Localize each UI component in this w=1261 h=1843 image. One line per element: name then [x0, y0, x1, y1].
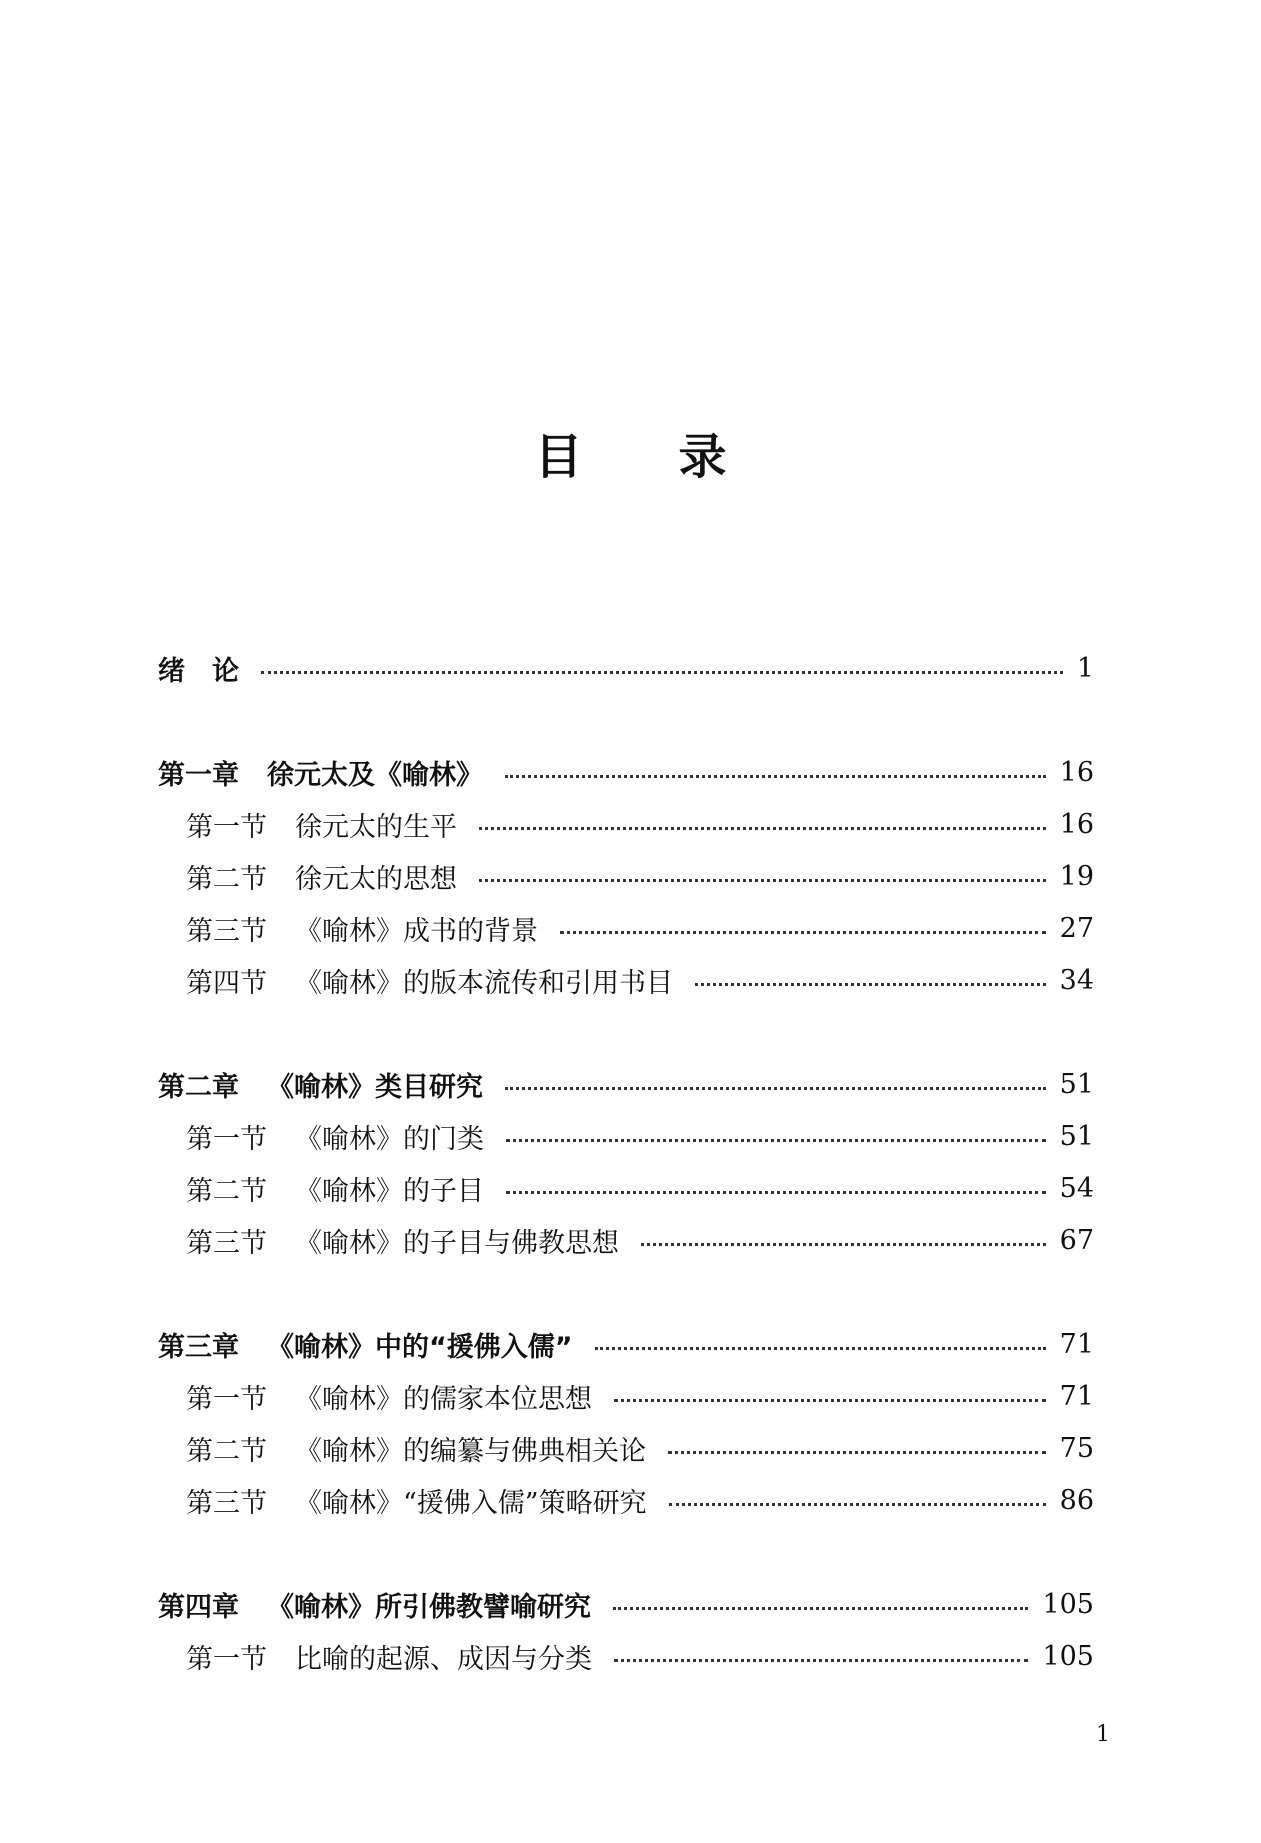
toc-label: 第三节 [186, 1487, 267, 1519]
toc-page: 105 [1042, 1588, 1094, 1620]
leader-dots [669, 1503, 1046, 1506]
toc-label: 第三节 [186, 1227, 267, 1259]
leader-dots [560, 931, 1046, 934]
toc-label: 第一节 [186, 811, 267, 843]
toc-page: 19 [1059, 860, 1094, 892]
toc-entry-section[interactable] [158, 856, 1094, 896]
toc-page: 54 [1059, 1172, 1094, 1204]
toc-entry-section[interactable] [158, 960, 1094, 1000]
toc-label: 第四章 [158, 1591, 239, 1623]
leader-dots [668, 1451, 1046, 1454]
toc-page: 1 [1076, 652, 1094, 684]
toc-title: 《喻林》所引佛教譬喻研究 [267, 1591, 591, 1623]
toc-entry-section[interactable] [158, 1636, 1094, 1676]
leader-dots [614, 1659, 1028, 1662]
leader-dots [479, 827, 1046, 830]
toc-title: 《喻林》的门类 [295, 1123, 484, 1155]
toc-entry-chapter-4[interactable] [158, 1584, 1094, 1624]
leader-dots [595, 1347, 1046, 1350]
toc-title: 《喻林》中的“援佛入儒” [267, 1331, 573, 1363]
leader-dots [261, 671, 1063, 674]
toc-label: 第二节 [186, 863, 267, 895]
toc-label: 第一节 [186, 1643, 267, 1675]
toc-entry-intro[interactable] [158, 648, 1094, 688]
leader-dots [695, 983, 1046, 986]
toc-label: 第一节 [186, 1383, 267, 1415]
toc-entry-section[interactable] [158, 1480, 1094, 1520]
toc-title: 比喻的起源、成因与分类 [295, 1643, 592, 1675]
toc-title: 徐元太及《喻林》 [267, 759, 483, 791]
toc-title: 《喻林》类目研究 [267, 1071, 483, 1103]
toc-page: 105 [1042, 1640, 1094, 1672]
toc-label: 第二章 [158, 1071, 239, 1103]
toc-entry-chapter-2[interactable] [158, 1064, 1094, 1104]
toc-title: 《喻林》的子目 [295, 1175, 484, 1207]
toc-entry-section[interactable] [158, 908, 1094, 948]
toc-title: 《喻林》成书的背景 [295, 915, 538, 947]
toc-entry-section[interactable] [158, 1220, 1094, 1260]
leader-dots [505, 1087, 1046, 1090]
toc-title: 徐元太的生平 [295, 811, 457, 843]
toc-label: 第四节 [186, 967, 267, 999]
leader-dots [613, 1607, 1028, 1610]
toc-page: 51 [1059, 1120, 1094, 1152]
toc-page: 67 [1059, 1224, 1094, 1256]
toc-page: 34 [1059, 964, 1094, 996]
toc-page: 27 [1059, 912, 1094, 944]
toc-title: 《喻林》的子目与佛教思想 [295, 1227, 619, 1259]
toc-entry-section[interactable] [158, 1168, 1094, 1208]
toc-title: 《喻林》的儒家本位思想 [295, 1383, 592, 1415]
toc-label: 第二节 [186, 1435, 267, 1467]
toc-label: 第二节 [186, 1175, 267, 1207]
toc-page: 86 [1059, 1484, 1094, 1516]
leader-dots [479, 879, 1046, 882]
toc-label: 第三章 [158, 1331, 239, 1363]
toc-page: 71 [1059, 1328, 1094, 1360]
toc-page: 16 [1059, 756, 1094, 788]
leader-dots [506, 1139, 1046, 1142]
toc-entry-chapter-1[interactable] [158, 752, 1094, 792]
toc-label: 第三节 [186, 915, 267, 947]
toc-label: 绪 论 [158, 655, 239, 687]
toc-title: 徐元太的思想 [295, 863, 457, 895]
leader-dots [614, 1399, 1046, 1402]
toc-page: 51 [1059, 1068, 1094, 1100]
page-number: 1 [1096, 1722, 1110, 1747]
leader-dots [505, 775, 1046, 778]
toc-title: 《喻林》的版本流传和引用书目 [295, 967, 673, 999]
toc-page: 75 [1059, 1432, 1094, 1464]
toc-entry-section[interactable] [158, 804, 1094, 844]
toc-page: 16 [1059, 808, 1094, 840]
toc-label: 第一章 [158, 759, 239, 791]
toc-label: 第一节 [186, 1123, 267, 1155]
leader-dots [506, 1191, 1046, 1194]
toc-entry-chapter-3[interactable] [158, 1324, 1094, 1364]
toc-title: 《喻林》“援佛入儒”策略研究 [295, 1487, 647, 1519]
toc-title: 《喻林》的编纂与佛典相关论 [295, 1435, 646, 1467]
page-title: 目录 [534, 429, 823, 485]
toc-entry-section[interactable] [158, 1428, 1094, 1468]
toc-entry-section[interactable] [158, 1376, 1094, 1416]
toc-page: 71 [1059, 1380, 1094, 1412]
toc-entry-section[interactable] [158, 1116, 1094, 1156]
leader-dots [641, 1243, 1046, 1246]
